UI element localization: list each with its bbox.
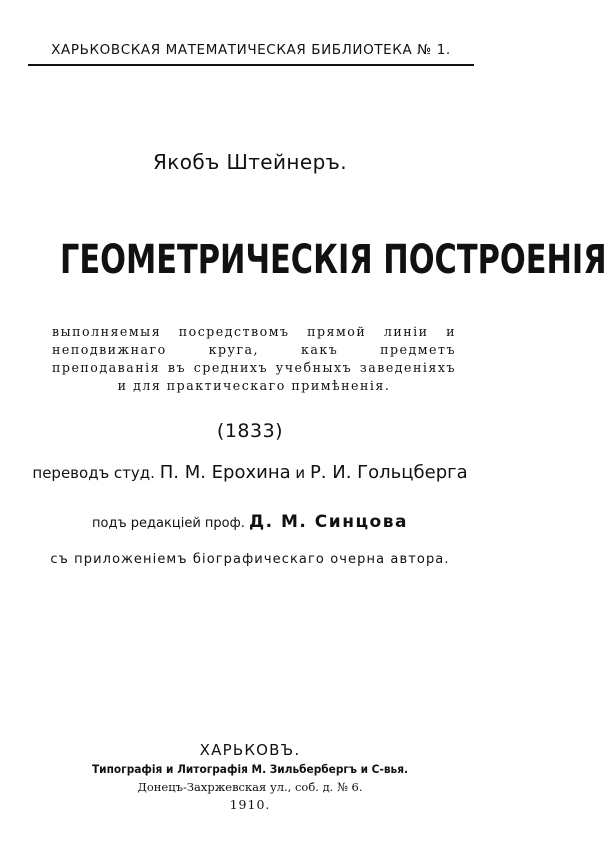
book-title: ГЕОМЕТРИЧЕСКІЯ ПОСТРОЕНІЯ (60, 237, 607, 283)
imprint-city: ХАРЬКОВЪ. (199, 741, 301, 759)
author-name: Якобъ Штейнеръ. (153, 150, 347, 174)
translators-conjunction: и (295, 464, 306, 482)
original-year: (1833) (216, 420, 284, 442)
editor-prefix: подъ редакціей проф. (92, 516, 245, 531)
editor-name: Д. М. Синцова (249, 512, 408, 532)
appendix-note: съ приложеніемъ біографическаго очерна автора. (50, 552, 450, 567)
header-rule (28, 64, 474, 66)
series-header: ХАРЬКОВСКАЯ МАТЕМАТИЧЕСКАЯ БИБЛИОТЕКА № 1. (51, 42, 451, 58)
editor-line (0, 512, 500, 532)
translator-1: П. М. Ерохина (159, 462, 291, 483)
translators-prefix: переводъ студ. (32, 464, 155, 482)
translators-line (0, 462, 500, 483)
book-subtitle: выполняемыя посредствомъ прямой линіи и неподвижнаго круга, какъ предметъ преподаванія въ среднихъ учебныхъ заведеніяхъ и для практическаго примѣненія. (52, 324, 456, 393)
imprint-printer: Типографія и Литографія М. Зильбербергъ и С-вья. (91, 762, 409, 776)
translator-2: Р. И. Гольцберга (309, 462, 468, 483)
publication-year: 1910. (229, 797, 271, 812)
imprint-address: Донецъ-Захржевская ул., соб. д. № 6. (137, 780, 363, 794)
